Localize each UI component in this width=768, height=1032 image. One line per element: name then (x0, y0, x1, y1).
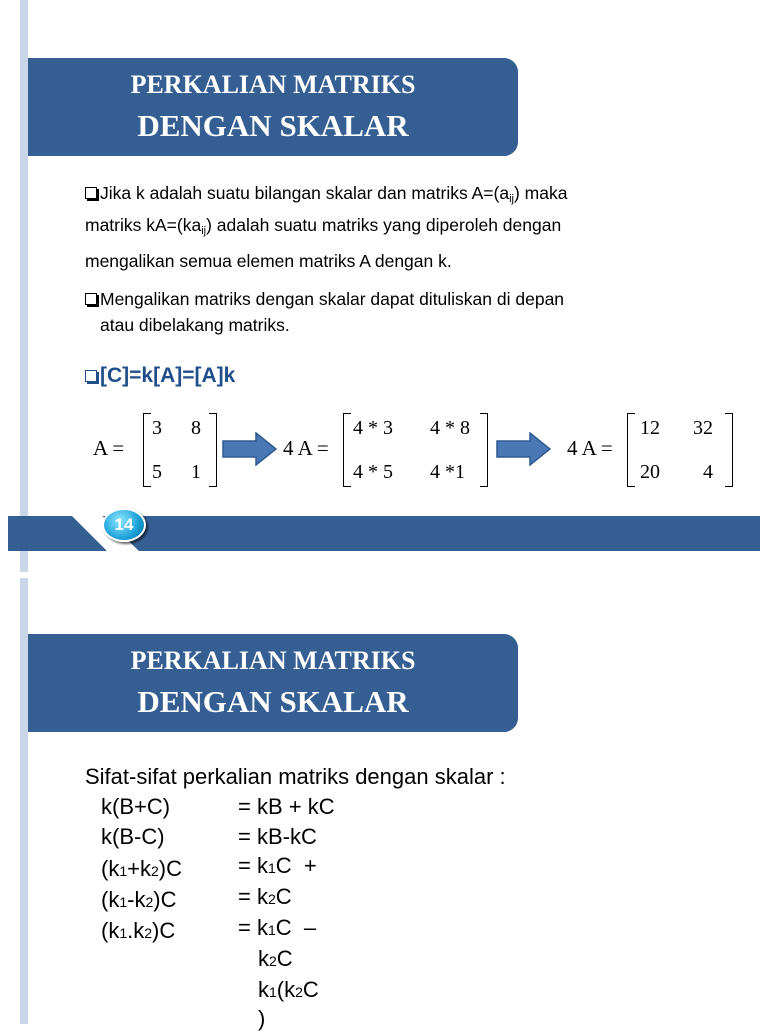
matrix-4a-expanded-cell: 4 * 3 (353, 417, 393, 439)
p1-text-a: Jika k adalah suatu bilangan skalar dan matriks A=(a (100, 183, 510, 203)
slide2-title-line1: PERKALIAN MATRIKS (130, 646, 416, 675)
checkbox-bullet-icon (85, 187, 97, 199)
p1-text-e: mengalikan semua elemen matriks A dengan k. (85, 251, 452, 271)
checkbox-bullet-icon (85, 293, 97, 305)
matrix-4a-expanded-cell: 4 * 8 (430, 417, 470, 439)
right-arrow-icon (222, 432, 277, 466)
property-right-4: = k2C (238, 884, 292, 909)
matrix-a (143, 413, 217, 487)
p1-text-c: matriks kA=(ka (85, 215, 202, 235)
slide2-title-box (28, 634, 518, 732)
property-right-1: = kB + kC (238, 794, 335, 819)
slide1-paragraph-1 (85, 180, 695, 274)
p1-subscript-2: ij (201, 225, 207, 237)
right-arrow-icon (496, 432, 551, 466)
matrix-4a-expanded-cell: 4 * 5 (353, 461, 393, 483)
right-bracket (480, 413, 488, 487)
property-left-4: (k1-k2)C (101, 887, 177, 912)
matrix-a-cell: 8 (191, 417, 201, 439)
formula-text: [C]=k[A]=[A]k (100, 364, 236, 387)
p2-text-a: Mengalikan matriks dengan skalar dapat dituliskan di depan (100, 289, 565, 309)
checkbox-bullet-icon (85, 370, 97, 382)
property-right-8: ) (258, 1006, 266, 1031)
p1-subscript-1: ij (509, 193, 514, 205)
property-left-3: (k1+k2)C (101, 856, 182, 881)
property-right-2: = kB-kC (238, 824, 317, 849)
property-right-5: = k1C – (238, 915, 317, 940)
page-number-badge: 14 (102, 508, 146, 542)
p2-text-b: atau dibelakang matriks. (100, 315, 290, 335)
matrix-a-cell: 5 (152, 461, 162, 483)
matrix-4a-result-cell: 32 (693, 417, 713, 439)
property-left-2: k(B-C) (101, 824, 165, 849)
right-bracket (725, 413, 733, 487)
left-bracket (627, 413, 635, 487)
matrix-a-cell: 3 (152, 417, 162, 439)
slide1-title-line1: PERKALIAN MATRIKS (130, 70, 416, 99)
property-left-1: k(B+C) (101, 794, 171, 819)
slide1-paragraph-2 (85, 286, 715, 338)
left-bracket (343, 413, 351, 487)
right-bracket (209, 413, 217, 487)
p1-text-b: ) maka (513, 183, 568, 203)
matrix-4a-result-cell: 20 (640, 461, 660, 483)
matrix-4a-expanded (343, 413, 488, 487)
slide1-title-box (28, 58, 518, 156)
slide2-title-line2: DENGAN SKALAR (137, 684, 409, 719)
property-left-5: (k1.k2)C (101, 918, 176, 943)
property-right-3: = k1C + (238, 853, 317, 878)
left-bracket (143, 413, 151, 487)
eq2-label: 4 A = (283, 436, 329, 460)
scalar-formula (85, 364, 235, 388)
properties-intro: Sifat-sifat perkalian matriks dengan skalar : (85, 764, 506, 789)
property-right-7: k1(k2C (258, 977, 319, 1002)
p1-text-d: ) adalah suatu matriks yang diperoleh dengan (206, 215, 562, 235)
side-bar-top (20, 0, 28, 572)
matrix-4a-result-cell: 12 (640, 417, 660, 439)
side-bar-bottom (20, 578, 28, 1024)
property-right-6: k2C (258, 946, 293, 971)
slide1-title-line2: DENGAN SKALAR (137, 108, 409, 143)
matrix-4a-expanded-cell: 4 *1 (430, 461, 465, 483)
matrix-a-cell: 1 (191, 461, 201, 483)
eq1-label: A = (93, 436, 125, 460)
matrix-4a-result (627, 413, 733, 487)
matrix-4a-result-cell: 4 (703, 461, 713, 483)
eq3-label: 4 A = (567, 436, 613, 460)
